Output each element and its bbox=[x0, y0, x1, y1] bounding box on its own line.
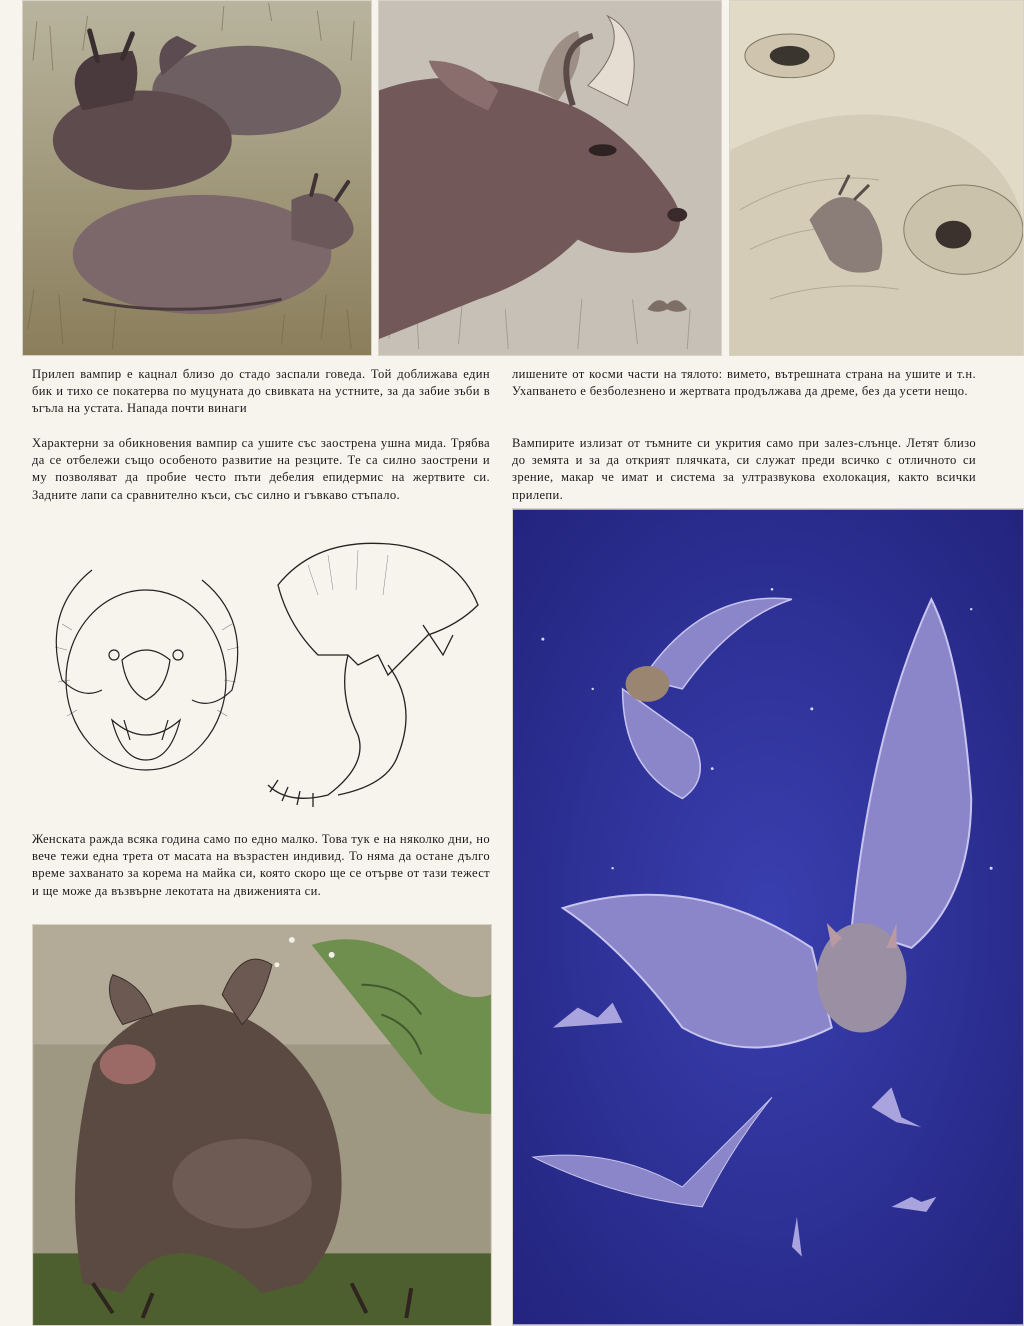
vampire-bats-in-night-flight-image bbox=[513, 509, 1023, 1325]
bull-head-with-bat-image bbox=[379, 1, 721, 355]
skull-drawing bbox=[248, 525, 498, 825]
bat-on-muzzle-illustration bbox=[729, 0, 1024, 356]
caption-bat-features: Характерни за обикновения вампир са ушите със заострена ушна мида. Трябва да се отбележи също особеното развитие на резците. Те са силно заострени и му позволяват да пробие често пъти дебелия епидермис на жертвите си. Задните лапи са сравнително къси, със силно и гъвкаво стъпало. bbox=[32, 436, 490, 502]
sleeping-cattle-herd-image bbox=[23, 1, 371, 355]
bat-head-drawing bbox=[32, 540, 260, 788]
caption-cattle-col2: лишените от косми части на тялото: вимето, вътрешната страна на ушите и т.н. Ухапването е безболезнено и жертвата продължава да дреме, без да усети нещо. bbox=[512, 367, 976, 399]
bat-on-bull-muzzle-image bbox=[730, 1, 1023, 355]
vampire-bat-skull-and-hind-foot-drawing-image bbox=[248, 525, 498, 825]
vampire-bat-head-drawing-image bbox=[32, 540, 260, 788]
female-bat-with-young-image bbox=[33, 925, 491, 1325]
night-flight-illustration bbox=[512, 508, 1024, 1326]
bull-head-illustration bbox=[378, 0, 722, 356]
caption-cattle-col1: Прилеп вампир е кацнал близо до стадо заспали говеда. Той доближава един бик и тихо се покатерва по муцуната до свивката на устните, за да забие зъби в ъгъла на устата. Напада почти винаги bbox=[32, 367, 490, 416]
caption-reproduction: Женската ражда всяка година само по едно малко. Това тук е на няколко дни, но вече тежи една трета от масата на възрастен индивид. То няма да остане дълго време захванато за корема на майка си, която скоро ще се отърве от тази тежест и ще може да възвърне лекотата на движенията си. bbox=[32, 832, 490, 898]
caption-hunting: Вампирите излизат от тъмните си укрития само при залез-слънце. Летят близо до земята и за да открият плячката, си служат преди всичко с отличното си зрение, макар че имат и система за ултразвукова ехолокация, както всички прилепи. bbox=[512, 436, 976, 502]
herd-illustration bbox=[22, 0, 372, 356]
mother-bat-illustration bbox=[32, 924, 492, 1326]
